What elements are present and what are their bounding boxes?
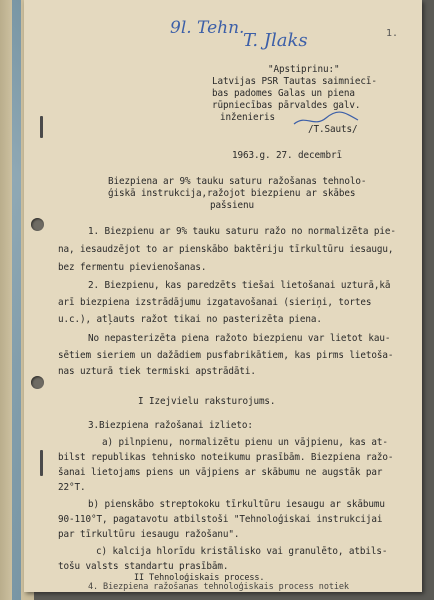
handwritten-note-2: T. Jlaks	[243, 30, 308, 51]
document-title-line: Biezpiena ar 9% tauku saturu ražošanas tehnolo-	[108, 176, 367, 187]
document-title-line: pašsienu	[210, 200, 254, 211]
section-heading: I Izejvielu raksturojums.	[138, 396, 276, 407]
paragraph-3a-line: 22°T.	[58, 482, 86, 493]
paragraph-3b-line: par tīrkultūru iesaugu ražošanu".	[58, 529, 240, 540]
approval-heading: "Apstiprinu:"	[268, 64, 340, 75]
paragraph-3b-line: b) pienskābo streptokoku tīrkultūru iesaugu ar skābumu	[88, 499, 385, 510]
paragraph-3a-line: šanai lietojams piens un vājpiens ar skābumu ne augstāk par	[58, 467, 383, 478]
approval-line: rūpniecības pārvaldes galv.	[212, 100, 361, 111]
paragraph-3a-line: bilst republikas tehnisko noteikumu prasībām. Biezpiena ražo-	[58, 452, 394, 463]
page-number-mark: 1.	[386, 28, 399, 39]
approval-line: bas padomes Galas un piena	[212, 88, 355, 99]
paragraph-3b-line: 90-110°T, pagatavotu atbilstoši "Tehnoloģiskai instrukcijai	[58, 514, 383, 525]
paragraph-2-line: sētiem sieriem un dažādiem pusfabrikātiem, kas pirms lietoša-	[58, 350, 394, 361]
paragraph-2-line: No nepasterizēta piena ražoto biezpienu var lietot kau-	[88, 333, 391, 344]
paragraph-1-line: bez fermentu pievienošanas.	[58, 262, 207, 273]
paragraph-2-line: arī biezpiena izstrādājumu izgatavošanai (sieriņi, tortes	[58, 297, 372, 308]
margin-bracket-mark	[40, 116, 43, 138]
paragraph-3-line: 3.Biezpiena ražošanai izlieto:	[88, 420, 253, 431]
paragraph-3a-line: a) pilnpienu, normalizētu pienu un vājpienu, kas at-	[102, 437, 388, 448]
margin-bracket-mark	[40, 450, 43, 476]
paragraph-1-line: na, iesaudzējot to ar pienskābo baktēriju tīrkultūru iesaugu,	[58, 244, 394, 255]
paragraph-3c-line: tošu valsts standartu prasībām.	[58, 561, 229, 572]
paragraph-2-line: nas uzturā tiek termiski apstrādāti.	[58, 366, 256, 377]
punch-hole-upper	[31, 218, 44, 231]
approval-signature-name: /T.Sauts/	[308, 124, 358, 135]
punch-hole-lower	[31, 376, 44, 389]
paragraph-1-line: 1. Biezpienu ar 9% tauku saturu ražo no normalizēta pie-	[88, 226, 396, 237]
paragraph-2-line: u.c.), atļauts ražot tikai no pasterizēta piena.	[58, 314, 322, 325]
approval-line: inženieris	[220, 112, 275, 123]
paragraph-3c-line: c) kalcija hlorīdu kristālisko vai granulēto, atbils-	[96, 546, 388, 557]
section-heading: II Tehnoloģiskais process.	[134, 573, 265, 583]
paragraph-2-line: 2. Biezpienu, kas paredzēts tiešai lietošanai uzturā,kā	[88, 280, 391, 291]
signature-stroke	[292, 110, 362, 130]
handwritten-note-1: 9l. Tehn.	[170, 18, 245, 38]
approval-date: 1963.g. 27. decembrī	[232, 150, 342, 161]
paragraph-4-line: 4. Biezpiena ražošanas tehnoloģiskais process notiek	[88, 582, 349, 592]
binding-strip	[12, 0, 21, 600]
approval-line: Latvijas PSR Tautas saimniecī-	[212, 76, 377, 87]
document-page	[24, 0, 422, 592]
document-title-line: ģiskā instrukcija,ražojot biezpienu ar skābes	[108, 188, 356, 199]
